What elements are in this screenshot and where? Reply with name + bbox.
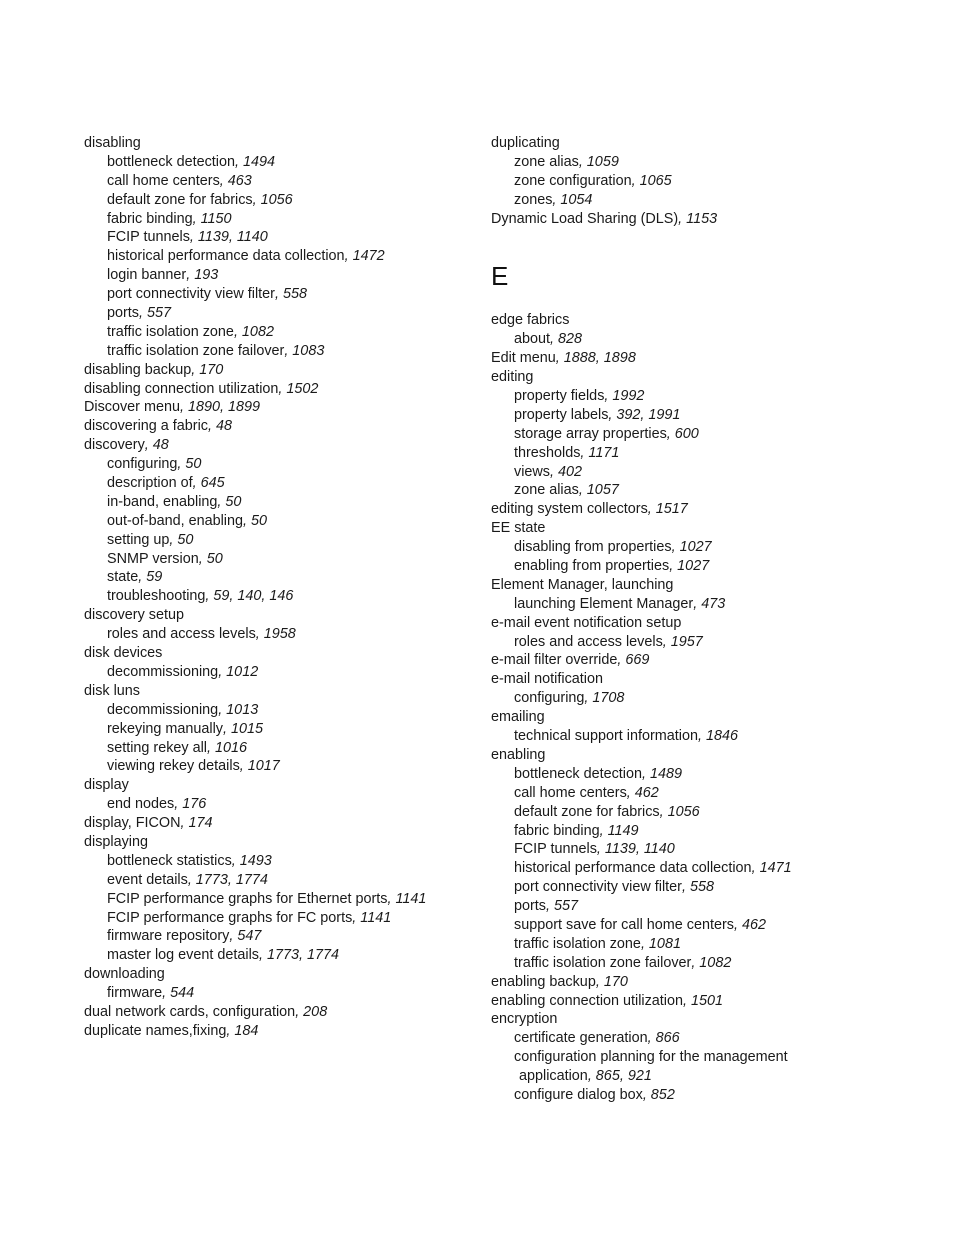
index-term: bottleneck statistics: [107, 852, 232, 869]
index-subentry: [491, 481, 871, 500]
index-subentry: [84, 927, 469, 946]
index-term: zone alias: [514, 153, 579, 170]
index-term: roles and access levels: [107, 626, 256, 643]
index-subentry: [84, 625, 469, 644]
index-page-refs: , 392, 1991: [608, 406, 681, 423]
index-subentry: [84, 474, 469, 493]
index-term: support save for call home centers: [514, 916, 734, 933]
index-page-refs: , 558: [681, 879, 714, 896]
index-subentry: [84, 172, 469, 191]
index-subentry: [84, 757, 469, 776]
index-page-refs: , 1957: [662, 633, 703, 650]
index-term: call home centers: [514, 784, 627, 801]
index-page-refs: , 1054: [552, 191, 593, 208]
index-column-right: [491, 134, 871, 1105]
index-term: edge fabrics: [491, 312, 570, 329]
index-subentry: [84, 323, 469, 342]
index-entry: [84, 417, 469, 436]
index-entry: [84, 1003, 469, 1022]
index-subentry: [491, 463, 871, 482]
index-page-refs: , 48: [207, 418, 232, 435]
index-term: displaying: [84, 833, 148, 850]
index-entry: [491, 708, 871, 727]
index-term: traffic isolation zone: [107, 323, 234, 340]
index-subentry: [491, 897, 871, 916]
index-subentry: [491, 387, 871, 406]
index-page-refs: , 1773, 1774: [258, 947, 340, 964]
index-page-refs: , 866: [647, 1030, 680, 1047]
index-page-refs: , 1059: [578, 153, 619, 170]
index-term: configure dialog box: [514, 1086, 643, 1103]
index-term: firmware: [107, 985, 163, 1002]
index-subentry: [84, 228, 469, 247]
index-page-refs: , 1153: [678, 210, 718, 227]
index-term: e-mail event notification setup: [491, 614, 682, 631]
index-term: decommissioning: [107, 701, 219, 718]
index-subentry: [84, 946, 469, 965]
index-subentry: [84, 984, 469, 1003]
index-term: traffic isolation zone failover: [514, 954, 692, 971]
index-term: e-mail filter override: [491, 652, 618, 669]
index-term: about: [514, 331, 551, 348]
index-page-refs: , 50: [198, 550, 223, 567]
index-page-refs: , 1139, 1140: [596, 841, 675, 858]
index-page-refs: , 1083: [284, 342, 325, 359]
index-term: traffic isolation zone failover: [107, 342, 285, 359]
index-term: EE state: [491, 520, 546, 537]
index-term: disabling: [84, 135, 141, 151]
index-subentry: [491, 727, 871, 746]
index-term: call home centers: [107, 172, 220, 189]
index-page-refs: , 1139, 1140: [189, 229, 268, 246]
index-term: application: [519, 1068, 588, 1085]
index-term: out-of-band, enabling: [107, 512, 244, 529]
index-page-refs: , 557: [139, 305, 172, 322]
index-entry: [84, 606, 469, 625]
index-page-refs: , 59, 140, 146: [205, 588, 294, 605]
index-term: launching Element Manager: [514, 595, 694, 612]
index-entry: [84, 965, 469, 984]
index-subentry: [491, 954, 871, 973]
index-page-refs: , 473: [693, 595, 726, 612]
index-page-refs: , 1027: [669, 558, 710, 575]
index-term: ports: [514, 898, 546, 915]
index-subentry: [84, 720, 469, 739]
index-page-refs: , 1082: [233, 323, 274, 340]
index-term: enabling from properties: [514, 558, 670, 575]
index-subentry: [84, 153, 469, 172]
index-subentry: [84, 550, 469, 569]
index-term: default zone for fabrics: [514, 803, 660, 820]
index-term: roles and access levels: [514, 633, 663, 650]
index-page-refs: , 208: [295, 1003, 328, 1020]
index-subentry: [491, 822, 871, 841]
index-entry: [84, 398, 469, 417]
index-term: FCIP tunnels: [107, 229, 190, 246]
index-entry: [84, 682, 469, 701]
index-subentry: [84, 852, 469, 871]
index-term: configuring: [514, 690, 585, 707]
index-group-e: [491, 311, 871, 1104]
index-page-refs: , 1846: [697, 728, 738, 745]
index-subentry: [491, 444, 871, 463]
index-page-refs: , 402: [549, 463, 582, 480]
index-term: FCIP tunnels: [514, 841, 597, 858]
index-term: troubleshooting: [107, 588, 206, 605]
index-subentry: [84, 455, 469, 474]
index-entry: [491, 368, 871, 387]
index-term: historical performance data collection: [514, 860, 752, 877]
index-page-refs: , 558: [274, 286, 307, 303]
index-term: disabling from properties: [514, 539, 672, 556]
index-entry: [84, 814, 469, 833]
index-term: discovery setup: [84, 607, 184, 624]
index-page-refs: , 852: [642, 1086, 675, 1103]
index-subentry: [491, 425, 871, 444]
index-page-refs: , 1489: [642, 765, 683, 782]
index-subentry: [491, 689, 871, 708]
index-entry: [491, 670, 871, 689]
index-page-refs: , 1081: [640, 935, 681, 952]
index-entry: [84, 436, 469, 455]
index-term: bottleneck detection: [107, 153, 236, 170]
index-term: discovery: [84, 437, 145, 454]
index-term: decommissioning: [107, 663, 219, 680]
index-entry: [491, 210, 871, 229]
index-term: login banner: [107, 267, 187, 284]
index-term: storage array properties: [514, 425, 667, 442]
index-subentry: [84, 493, 469, 512]
index-entry: [491, 349, 871, 368]
index-page-refs: , 1502: [278, 380, 319, 397]
index-term: Edit menu: [491, 350, 556, 367]
index-subentry: [491, 406, 871, 425]
index-page-refs: , 865, 921: [587, 1068, 652, 1085]
index-subentry: [84, 795, 469, 814]
index-term: display: [84, 777, 129, 794]
index-subentry: [84, 739, 469, 758]
index-subentry: [491, 765, 871, 784]
index-subentry: [84, 568, 469, 587]
index-term: event details: [107, 871, 188, 888]
index-page-refs: , 645: [192, 475, 225, 492]
index-page-refs: , 170: [191, 361, 224, 378]
index-page-refs: , 50: [169, 531, 194, 548]
index-entry: [84, 644, 469, 663]
index-subentry: [491, 1029, 871, 1048]
index-term: fabric binding: [514, 822, 600, 839]
index-term: views: [514, 463, 550, 480]
index-term: in-band, enabling: [107, 493, 218, 510]
index-term: Dynamic Load Sharing (DLS): [491, 210, 679, 227]
index-page-refs: , 1992: [604, 388, 645, 405]
index-subentry: [491, 803, 871, 822]
index-term: downloading: [84, 966, 165, 983]
index-entry: [491, 746, 871, 765]
index-page-refs: , 50: [217, 493, 242, 510]
index-page-refs: , 1171: [580, 444, 620, 461]
index-subentry: [491, 1048, 871, 1067]
index-term: disabling backup: [84, 361, 192, 378]
index-page-refs: , 1056: [659, 803, 700, 820]
index-page-refs: , 1149: [599, 822, 639, 839]
index-entry: [491, 519, 871, 538]
index-subentry: [84, 191, 469, 210]
index-subentry: [491, 595, 871, 614]
index-column-left: [84, 134, 469, 1041]
index-term: default zone for fabrics: [107, 191, 253, 208]
index-page-refs: , 48: [144, 437, 169, 454]
index-page-refs: , 544: [162, 985, 195, 1002]
index-page-refs: , 1141: [352, 909, 392, 926]
index-subentry: [84, 285, 469, 304]
index-page-refs: , 1057: [578, 482, 619, 499]
index-subentry: [491, 191, 871, 210]
index-term: historical performance data collection: [107, 248, 345, 265]
index-subentry: [491, 840, 871, 859]
index-subentry: [491, 916, 871, 935]
index-page-refs: , 1065: [631, 172, 672, 189]
index-term: dual network cards, configuration: [84, 1003, 296, 1020]
index-page-refs: , 1012: [218, 663, 259, 680]
index-term: setting up: [107, 531, 170, 548]
section-letter-heading: E: [491, 261, 509, 292]
index-subentry: [491, 784, 871, 803]
index-page-refs: , 176: [174, 796, 207, 813]
index-term: emailing: [491, 709, 545, 726]
index-term: editing: [491, 369, 534, 386]
index-page-refs: , 1890, 1899: [179, 399, 261, 416]
index-page-refs: , 1015: [222, 720, 263, 737]
index-entry: [491, 973, 871, 992]
index-page-refs: , 1082: [691, 954, 732, 971]
index-term: encryption: [491, 1011, 558, 1028]
index-term: port connectivity view filter: [107, 286, 275, 303]
index-term: editing system collectors: [491, 501, 648, 518]
index-page-refs: , 1472: [344, 248, 385, 265]
index-group-d-continued: [491, 134, 871, 228]
index-page-refs: , 184: [226, 1022, 259, 1039]
index-page-refs: , 828: [550, 331, 583, 348]
index-term: state: [107, 569, 139, 586]
index-entry: [84, 833, 469, 852]
index-entry: [84, 1022, 469, 1041]
index-term: viewing rekey details: [107, 758, 240, 775]
index-subentry: [84, 871, 469, 890]
index-term: FCIP performance graphs for FC ports: [107, 909, 353, 926]
index-entry: [84, 361, 469, 380]
index-page-refs: , 1141: [387, 890, 427, 907]
index-term: end nodes: [107, 796, 175, 813]
index-page-refs: , 557: [546, 898, 579, 915]
index-term: Element Manager, launching: [491, 576, 674, 593]
index-entry: [491, 500, 871, 519]
index-page-refs: , 1517: [647, 501, 688, 518]
index-term: bottleneck detection: [514, 765, 643, 782]
index-page-refs: , 1027: [671, 539, 712, 556]
index-page-refs: , 1501: [683, 992, 724, 1009]
index-subentry: [84, 342, 469, 361]
index-subentry: [491, 172, 871, 191]
index-page-refs: , 547: [229, 928, 262, 945]
index-subentry: [84, 701, 469, 720]
index-term: property labels: [514, 406, 609, 423]
index-term: ports: [107, 305, 139, 322]
index-subentry: [84, 890, 469, 909]
index-page-refs: , 462: [733, 916, 766, 933]
index-term: zone alias: [514, 482, 579, 499]
index-page-refs: , 59: [138, 569, 163, 586]
index-entry: [491, 576, 871, 595]
index-entry: [491, 992, 871, 1011]
index-subentry: [84, 909, 469, 928]
index-page-refs: , 50: [243, 512, 268, 529]
index-page-refs: , 1888, 1898: [555, 350, 636, 367]
index-entry: [491, 1010, 871, 1029]
index-entry: [491, 651, 871, 670]
index-term: enabling: [491, 746, 546, 763]
index-subentry: [491, 153, 871, 172]
index-subentry: [84, 587, 469, 606]
index-term: disk luns: [84, 682, 140, 699]
index-page-refs: , 669: [617, 652, 650, 669]
index-term: zones: [514, 191, 553, 208]
index-subentry: [84, 304, 469, 323]
index-subentry: [84, 266, 469, 285]
index-page-refs: , 1708: [584, 690, 625, 707]
index-subentry: [491, 557, 871, 576]
index-term: certificate generation: [514, 1030, 648, 1047]
index-term: configuring: [107, 456, 178, 473]
index-term: duplicate names,fixing: [84, 1022, 227, 1039]
index-page-refs: , 193: [186, 267, 219, 284]
index-page-refs: , 1017: [239, 758, 280, 775]
index-term: discovering a fabric: [84, 418, 208, 435]
index-page-refs: , 50: [177, 456, 202, 473]
index-term: FCIP performance graphs for Ethernet ports: [107, 890, 388, 907]
index-subentry: [84, 247, 469, 266]
index-term: zone configuration: [514, 172, 632, 189]
index-page-refs: , 463: [219, 172, 252, 189]
index-page-refs: , 1016: [206, 739, 247, 756]
index-subentry: [491, 1067, 871, 1086]
index-term: duplicating: [491, 135, 560, 151]
index-subentry: [491, 859, 871, 878]
index-page-refs: , 1013: [218, 701, 259, 718]
index-term: disabling connection utilization: [84, 380, 279, 397]
index-entry: [84, 776, 469, 795]
index-term: master log event details: [107, 947, 259, 964]
index-page-refs: , 1494: [235, 153, 276, 170]
index-term: rekeying manually: [107, 720, 223, 737]
index-term: port connectivity view filter: [514, 879, 682, 896]
index-page-refs: , 174: [180, 815, 213, 832]
index-subentry: [491, 538, 871, 557]
index-term: disk devices: [84, 645, 163, 662]
index-term: configuration planning for the management: [514, 1049, 788, 1066]
index-subentry: [491, 935, 871, 954]
index-entry: [84, 134, 469, 153]
index-term: enabling connection utilization: [491, 992, 684, 1009]
index-page-refs: , 600: [666, 425, 699, 442]
index-page-refs: , 1493: [231, 852, 272, 869]
index-subentry: [84, 512, 469, 531]
index-subentry: [491, 878, 871, 897]
index-term: display, FICON: [84, 815, 181, 832]
index-term: e-mail notification: [491, 671, 603, 688]
index-term: property fields: [514, 388, 605, 405]
index-term: setting rekey all: [107, 739, 207, 756]
index-entry: [491, 311, 871, 330]
index-term: fabric binding: [107, 210, 193, 227]
index-entry: [491, 134, 871, 153]
index-subentry: [84, 663, 469, 682]
index-subentry: [84, 531, 469, 550]
index-page-refs: , 1773, 1774: [187, 871, 268, 888]
index-term: firmware repository: [107, 928, 230, 945]
index-subentry: [491, 330, 871, 349]
index-page-refs: , 1471: [751, 860, 792, 877]
index-term: Discover menu: [84, 399, 180, 416]
index-term: SNMP version: [107, 550, 199, 567]
index-term: enabling backup: [491, 973, 596, 990]
index-term: technical support information: [514, 728, 698, 745]
index-entry: [84, 380, 469, 399]
index-page-refs: , 1056: [252, 191, 293, 208]
index-subentry: [491, 633, 871, 652]
index-subentry: [84, 210, 469, 229]
index-entry: [491, 614, 871, 633]
index-page-refs: , 1150: [192, 210, 232, 227]
index-page-refs: , 170: [595, 973, 628, 990]
index-subentry: [491, 1086, 871, 1105]
index-page-refs: , 462: [626, 784, 659, 801]
index-term: traffic isolation zone: [514, 935, 641, 952]
index-term: thresholds: [514, 444, 581, 461]
index-page-refs: , 1958: [255, 626, 296, 643]
index-term: description of: [107, 475, 193, 492]
